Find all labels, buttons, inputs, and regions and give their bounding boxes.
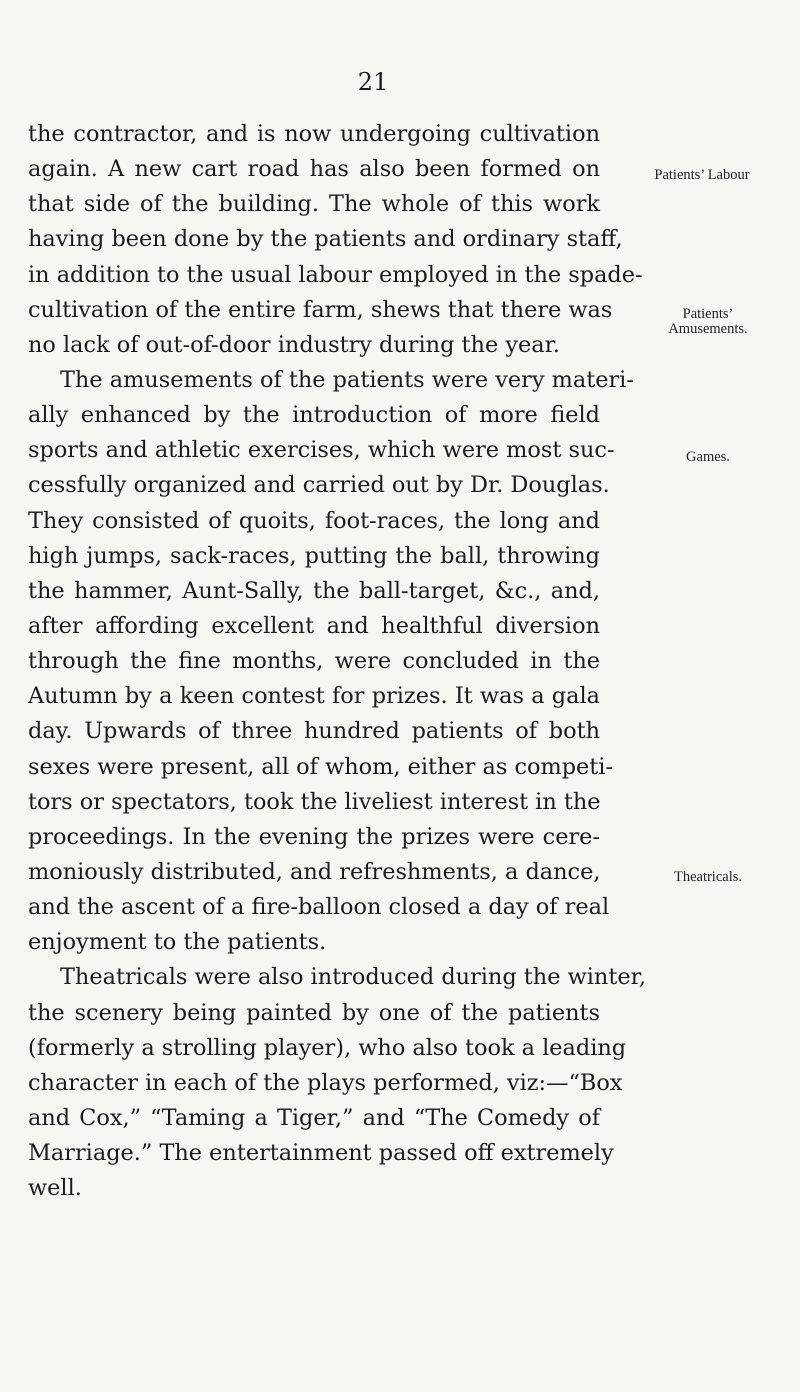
text-line: that side of the building. The whole of this work [28, 191, 600, 218]
text-line: the contractor, and is now undergoing cultivation [28, 121, 600, 147]
text-line: They consisted of quoits, foot-races, the long and [28, 507, 600, 534]
text-line: and the ascent of a fire-balloon closed a day of real [28, 894, 610, 921]
sidenote-line: Amusements. [668, 321, 748, 337]
text-line: cultivation of the entire farm, shews that there was [28, 296, 613, 323]
text-line: moniously distributed, and refreshments, a dance, [28, 858, 601, 885]
text-line: The amusements of the patients were very materi- [60, 366, 634, 393]
sidenote-patients-labour: Patients’ Labour [654, 167, 750, 183]
text-line: sports and athletic exercises, which were most suc- [28, 437, 615, 464]
sidenote-games: Games. [686, 449, 730, 465]
text-line: ally enhanced by the introduction of more field [28, 402, 600, 429]
text-line: high jumps, sack-races, putting the ball, throwing [28, 542, 600, 569]
sidenote-patients-amusements [628, 307, 788, 337]
text-line: in addition to the usual labour employed in the spade- [28, 261, 643, 288]
text-line: (formerly a strolling player), who also took a leading [28, 1034, 627, 1061]
text-line: enjoyment to the patients. [28, 929, 327, 956]
page-number: 21 [357, 68, 389, 96]
text-line: proceedings. In the evening the prizes were cere- [28, 823, 600, 850]
text-line: well. [28, 1175, 82, 1202]
text-line: Marriage.” The entertainment passed off extremely [28, 1140, 614, 1167]
body-text [28, 117, 646, 1206]
text-line: after affording excellent and healthful diversion [28, 612, 600, 639]
text-line: no lack of out-of-door industry during the year. [28, 331, 560, 358]
sidenote-line: Patients’ [682, 306, 734, 322]
text-line: again. A new cart road has also been formed on [28, 156, 600, 183]
text-line: the scenery being painted by one of the patients [28, 999, 600, 1026]
text-line: sexes were present, all of whom, either as competi- [28, 753, 614, 780]
text-line: the hammer, Aunt-Sally, the ball-target, &c., and, [28, 577, 600, 604]
text-line: cessfully organized and carried out by Dr. Douglas. [28, 472, 610, 499]
text-line: having been done by the patients and ordinary staff, [28, 226, 623, 253]
text-line: day. Upwards of three hundred patients of both [28, 718, 600, 745]
sidenote-theatricals: Theatricals. [673, 869, 743, 885]
text-line: and Cox,” “Taming a Tiger,” and “The Comedy of [28, 1104, 600, 1131]
text-line: Autumn by a keen contest for prizes. It was a gala [28, 683, 600, 710]
text-line: Theatricals were also introduced during the winter, [60, 964, 646, 991]
text-line: through the fine months, were concluded in the [28, 648, 600, 675]
text-line: tors or spectators, took the liveliest interest in the [28, 788, 601, 815]
text-line: character in each of the plays performed, viz:—“Box [28, 1069, 623, 1096]
